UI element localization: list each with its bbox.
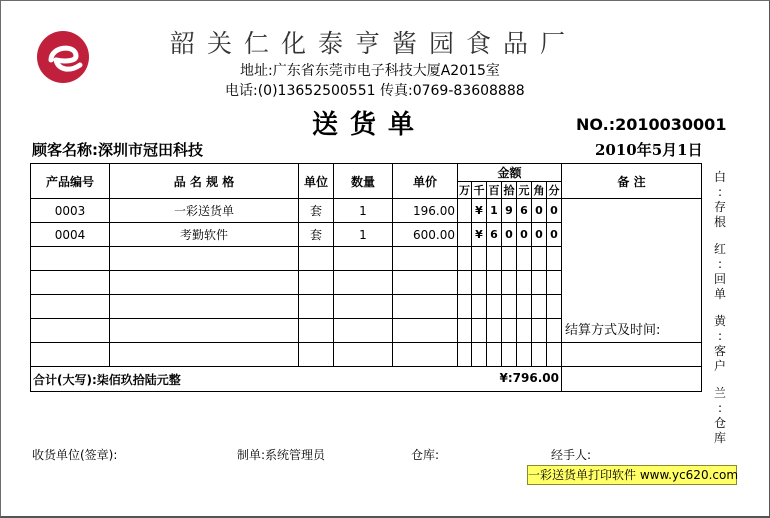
header-qty: 数量 — [334, 164, 393, 199]
cell-name: 考勤软件 — [110, 223, 299, 247]
digit-header: 拾 — [502, 182, 517, 199]
cell-digit: 0 — [532, 223, 547, 247]
copy-distribution — [712, 170, 728, 458]
cell-digit: 9 — [502, 199, 517, 223]
cell-price: 600.00 — [393, 223, 458, 247]
document-title: 送货单 — [312, 110, 427, 140]
cell-price: 196.00 — [393, 199, 458, 223]
document-date: 2010年5月1日 — [595, 141, 703, 159]
copy-yellow: 黄 : 客 户 — [713, 314, 726, 373]
digit-header: 千 — [472, 182, 487, 199]
cell-digit: 0 — [517, 223, 532, 247]
footer-handler: 经手人: — [551, 448, 592, 462]
cell-digit: ¥ — [472, 223, 487, 247]
digit-header: 分 — [547, 182, 562, 199]
copy-blue: 兰 : 仓 库 — [713, 386, 726, 445]
customer-name: 顾客名称:深圳市冠田科技 — [32, 141, 203, 159]
cell-name: 一彩送货单 — [110, 199, 299, 223]
cell-digit: 1 — [487, 199, 502, 223]
company-address: 地址:广东省东莞市电子科技大厦A2015室 — [240, 63, 500, 79]
header-remark: 备 注 — [562, 164, 702, 199]
cell-digit — [458, 199, 472, 223]
cell-digit: ¥ — [472, 199, 487, 223]
header-row — [31, 164, 702, 182]
cell-unit: 套 — [299, 223, 334, 247]
company-phone-fax: 电话:(0)13652500551 传真:0769-83608888 — [225, 83, 525, 99]
total-amount: ¥:796.00 — [499, 370, 559, 385]
cell-code: 0004 — [31, 223, 110, 247]
header-code: 产品编号 — [31, 164, 110, 199]
company-logo — [36, 30, 90, 84]
footer-receiver: 收货单位(签章): — [32, 448, 118, 462]
digit-header: 万 — [458, 182, 472, 199]
digit-header: 元 — [517, 182, 532, 199]
cell-qty: 1 — [334, 223, 393, 247]
total-label: 合计(大写):柒佰玖拾陆元整 — [33, 372, 181, 387]
cell-digit: 0 — [547, 223, 562, 247]
cell-code: 0003 — [31, 199, 110, 223]
delivery-table — [30, 163, 702, 392]
cell-digit: 0 — [502, 223, 517, 247]
empty-row — [31, 343, 702, 367]
header-name: 品 名 规 格 — [110, 164, 299, 199]
digit-header: 角 — [532, 182, 547, 199]
copy-white: 白 : 存 根 — [713, 170, 726, 229]
settlement-cell: 结算方式及时间: — [562, 199, 702, 343]
cell-digit: 6 — [487, 223, 502, 247]
header-unit: 单位 — [299, 164, 334, 199]
header-price: 单价 — [393, 164, 458, 199]
footer-warehouse: 仓库: — [411, 448, 440, 462]
cell-digit: 0 — [547, 199, 562, 223]
cell-digit: 6 — [517, 199, 532, 223]
cell-unit: 套 — [299, 199, 334, 223]
software-ad-link[interactable]: 一彩送货单打印软件 www.yc620.com — [527, 465, 737, 485]
company-name: 韶关仁化泰亨酱园食品厂 — [170, 29, 578, 58]
digit-header: 百 — [487, 182, 502, 199]
header-amount: 金额 — [458, 164, 562, 182]
cell-digit — [458, 223, 472, 247]
total-row — [31, 367, 702, 392]
table-row — [31, 199, 702, 223]
cell-digit: 0 — [532, 199, 547, 223]
cell-qty: 1 — [334, 199, 393, 223]
copy-red: 红 : 回 单 — [713, 242, 726, 301]
footer-maker: 制单:系统管理员 — [237, 448, 326, 462]
document-number: NO.:2010030001 — [576, 115, 727, 134]
